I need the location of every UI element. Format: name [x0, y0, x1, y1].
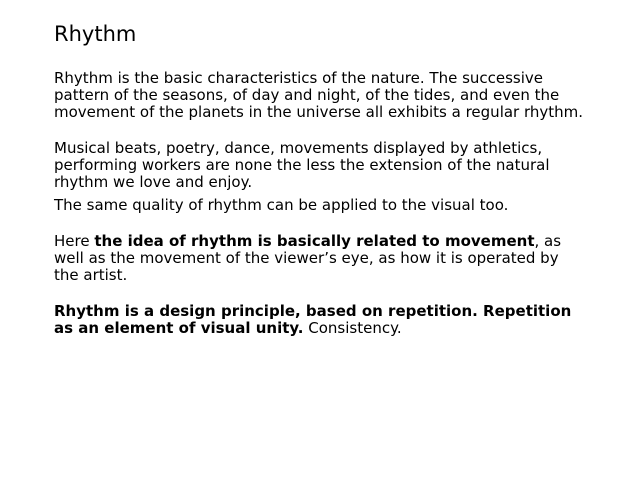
- paragraph-5-line-1: [54, 303, 634, 320]
- paragraph-4-rest: , as: [534, 232, 562, 250]
- paragraph-5-rest: Consistency.: [303, 319, 402, 337]
- paragraph-5-bold-2: as an element of visual unity.: [54, 319, 304, 337]
- paragraph-4-bold: the idea of rhythm is basically related to movement: [94, 232, 535, 250]
- paragraph-4-line-2: well as the movement of the viewer’s eye, as how it is operated by: [54, 249, 559, 267]
- slide-body: [54, 70, 634, 337]
- paragraph-4-lead: Here: [54, 232, 95, 250]
- paragraph-spacer: [54, 121, 634, 140]
- paragraph-3-line-1: The same quality of rhythm can be applied to the visual too.: [54, 196, 509, 214]
- paragraph-1-line-2: pattern of the seasons, of day and night, of the tides, and even the: [54, 86, 560, 104]
- paragraph-4-line-3: the artist.: [54, 266, 128, 284]
- paragraph-2-line-1: Musical beats, poetry, dance, movements displayed by athletics,: [54, 139, 543, 157]
- paragraph-1-line-3: movement of the planets in the universe all exhibits a regular rhythm.: [54, 103, 584, 121]
- paragraph-spacer: [54, 284, 634, 303]
- paragraph-1-line-1: Rhythm is the basic characteristics of the nature. The successive: [54, 69, 544, 87]
- paragraph-5-bold-1: Rhythm is a design principle, based on repetition. Repetition: [54, 302, 572, 320]
- slide-title: Rhythm: [54, 22, 137, 46]
- paragraph-2-line-3: rhythm we love and enjoy.: [54, 173, 253, 191]
- paragraph-4-line-1: [54, 233, 634, 250]
- paragraph-2-line-2: performing workers are none the less the extension of the natural: [54, 156, 550, 174]
- paragraph-5-line-2: [54, 320, 634, 337]
- paragraph-spacer: [54, 214, 634, 233]
